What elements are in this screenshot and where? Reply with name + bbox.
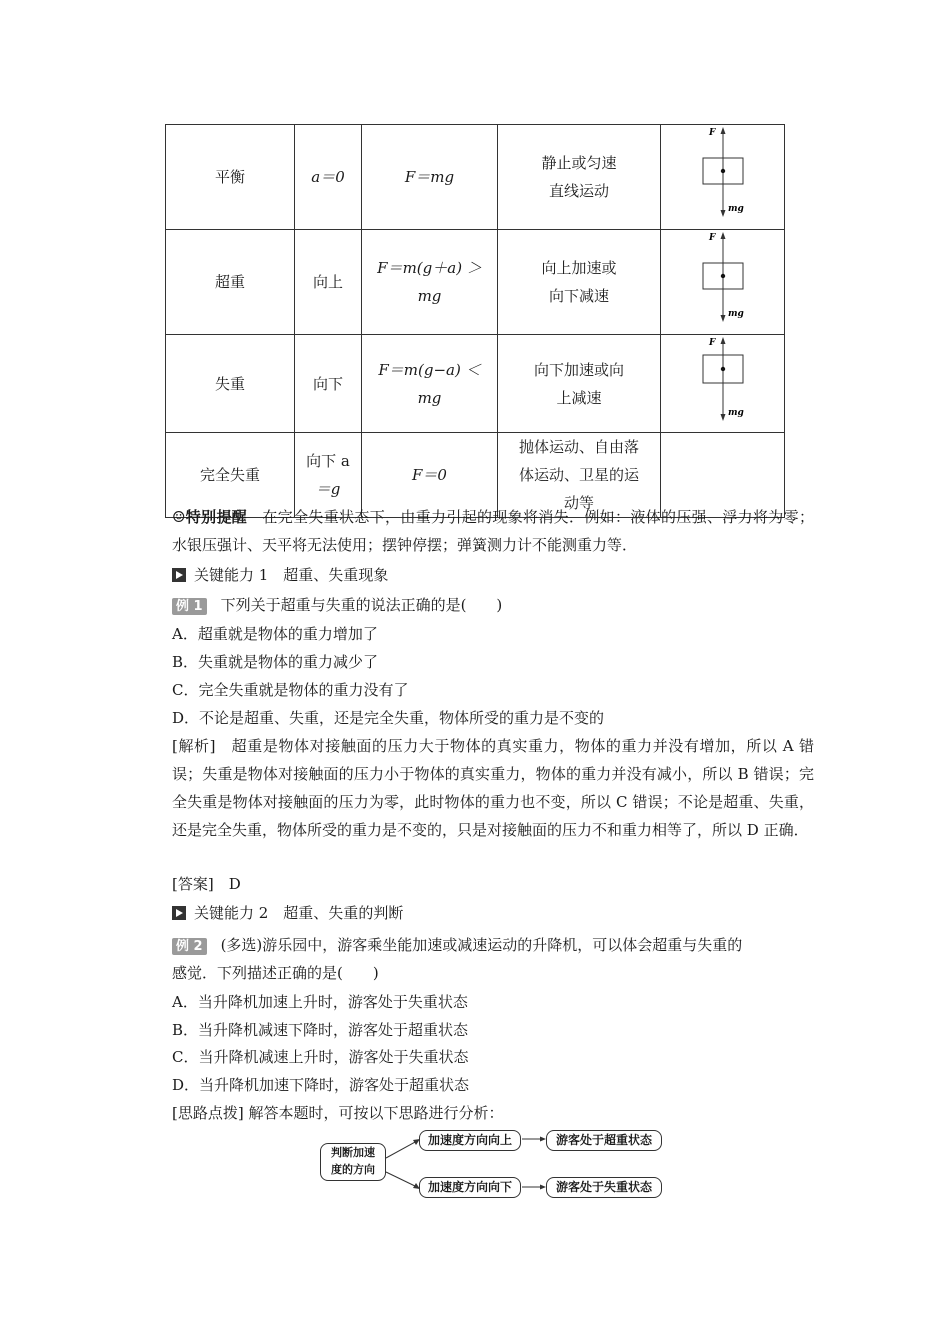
- state-cell: 平衡: [166, 125, 295, 230]
- hint: [思路点拨] 解答本题时，可按以下思路进行分析：: [172, 1104, 504, 1122]
- tip-text: 在完全失重状态下，由重力引起的现象将消失．例如：液体的压强、浮力将为零；水银压强计、天平将无法使用；摆钟停摆；弹簧测力计不能测重力等．: [172, 508, 814, 554]
- accel-cell: 向下: [295, 335, 362, 433]
- table-row: [166, 230, 785, 335]
- force-diagram-cell: [661, 230, 785, 335]
- section-heading: 关键能力 2 超重、失重的判断: [172, 903, 403, 923]
- flow-start-box: 判断加速 度的方向: [320, 1143, 386, 1181]
- flow-down-box: 加速度方向向下: [419, 1177, 521, 1198]
- example-question: 例 2 (多选)游乐园中，游客乘坐能加速或减速运动的升降机，可以体会超重与失重的: [172, 935, 742, 955]
- force-diagram-cell: [661, 125, 785, 230]
- section-heading: 关键能力 1 超重、失重现象: [172, 565, 388, 585]
- force-cell: F＝0: [362, 433, 498, 518]
- tip-icon: ☺: [172, 508, 186, 526]
- special-tip: [172, 503, 814, 559]
- flow-down-result-box: 游客处于失重状态: [546, 1177, 662, 1198]
- tip-label: 特别提醒: [185, 508, 248, 526]
- option-b: B．失重就是物体的重力减少了: [172, 653, 379, 671]
- motion-cell: 向上加速或 向下减速: [498, 230, 661, 335]
- force-cell: F＝m(g−a) ＜ mg: [362, 335, 498, 433]
- table-row: [166, 335, 785, 433]
- flow-up-box: 加速度方向向上: [419, 1130, 521, 1151]
- state-cell: 失重: [166, 335, 295, 433]
- force-diagram: [693, 335, 753, 423]
- option-b: B．当升降机减速下降时，游客处于超重状态: [172, 1021, 469, 1039]
- example-badge: 例 2: [172, 938, 207, 955]
- motion-cell: 静止或匀速 直线运动: [498, 125, 661, 230]
- accel-cell: 向上: [295, 230, 362, 335]
- weight-label: mg: [727, 204, 744, 214]
- example-question-cont: 感觉．下列描述正确的是( ): [172, 964, 379, 982]
- accel-cell: 向下 a ＝g: [295, 433, 362, 518]
- option-a: A．当升降机加速上升时，游客处于失重状态: [172, 993, 468, 1011]
- force-label: F: [708, 338, 715, 348]
- motion-cell: 向下加速或向 上减速: [498, 335, 661, 433]
- state-cell: 超重: [166, 230, 295, 335]
- analysis: [解析] 超重是物体对接触面的压力大于物体的真实重力，物体的重力并没有增加，所以 A 错误；失重是物体对接触面的压力小于物体的真实重力，物体的重力并没有减小，所以 B 错误；完全失重是物体对接触面的压力为零，此时物体的重力也不变，所以 C 错误；不论是超重、失重，还是完全失重，物体所受的重力是不变的，只是对接触面的压力不和重力相等了，所以 D 正确．: [172, 737, 814, 839]
- flow-up-result-box: 游客处于超重状态: [546, 1130, 662, 1151]
- flow-arrows: [380, 1128, 550, 1200]
- option-d: D．不论是超重、失重，还是完全失重，物体所受的重力是不变的: [172, 709, 605, 727]
- option-c: C．完全失重就是物体的重力没有了: [172, 681, 409, 699]
- force-cell: F＝m(g＋a) ＞ mg: [362, 230, 498, 335]
- force-label: F: [708, 233, 715, 243]
- force-diagram: [693, 230, 753, 325]
- accel-cell: a＝0: [295, 125, 362, 230]
- example-question: 例 1 下列关于超重与失重的说法正确的是( ): [172, 595, 502, 615]
- state-cell: 完全失重: [166, 433, 295, 518]
- force-label: F: [708, 128, 715, 138]
- answer: [答案] D: [172, 875, 241, 893]
- play-icon: [172, 568, 186, 582]
- option-a: A．超重就是物体的重力增加了: [172, 625, 378, 643]
- play-icon: [172, 906, 186, 920]
- force-cell: F＝mg: [362, 125, 498, 230]
- force-diagram: [693, 125, 753, 220]
- weight-label: mg: [727, 309, 744, 319]
- example-badge: 例 1: [172, 598, 207, 615]
- weight-label: mg: [727, 408, 744, 418]
- table-row: [166, 125, 785, 230]
- option-c: C．当升降机减速上升时，游客处于失重状态: [172, 1048, 469, 1066]
- states-table: [165, 124, 785, 518]
- motion-cell: 抛体运动、自由落 体运动、卫星的运 动等: [498, 433, 661, 518]
- option-d: D．当升降机加速下降时，游客处于超重状态: [172, 1076, 470, 1094]
- force-diagram-cell: [661, 335, 785, 433]
